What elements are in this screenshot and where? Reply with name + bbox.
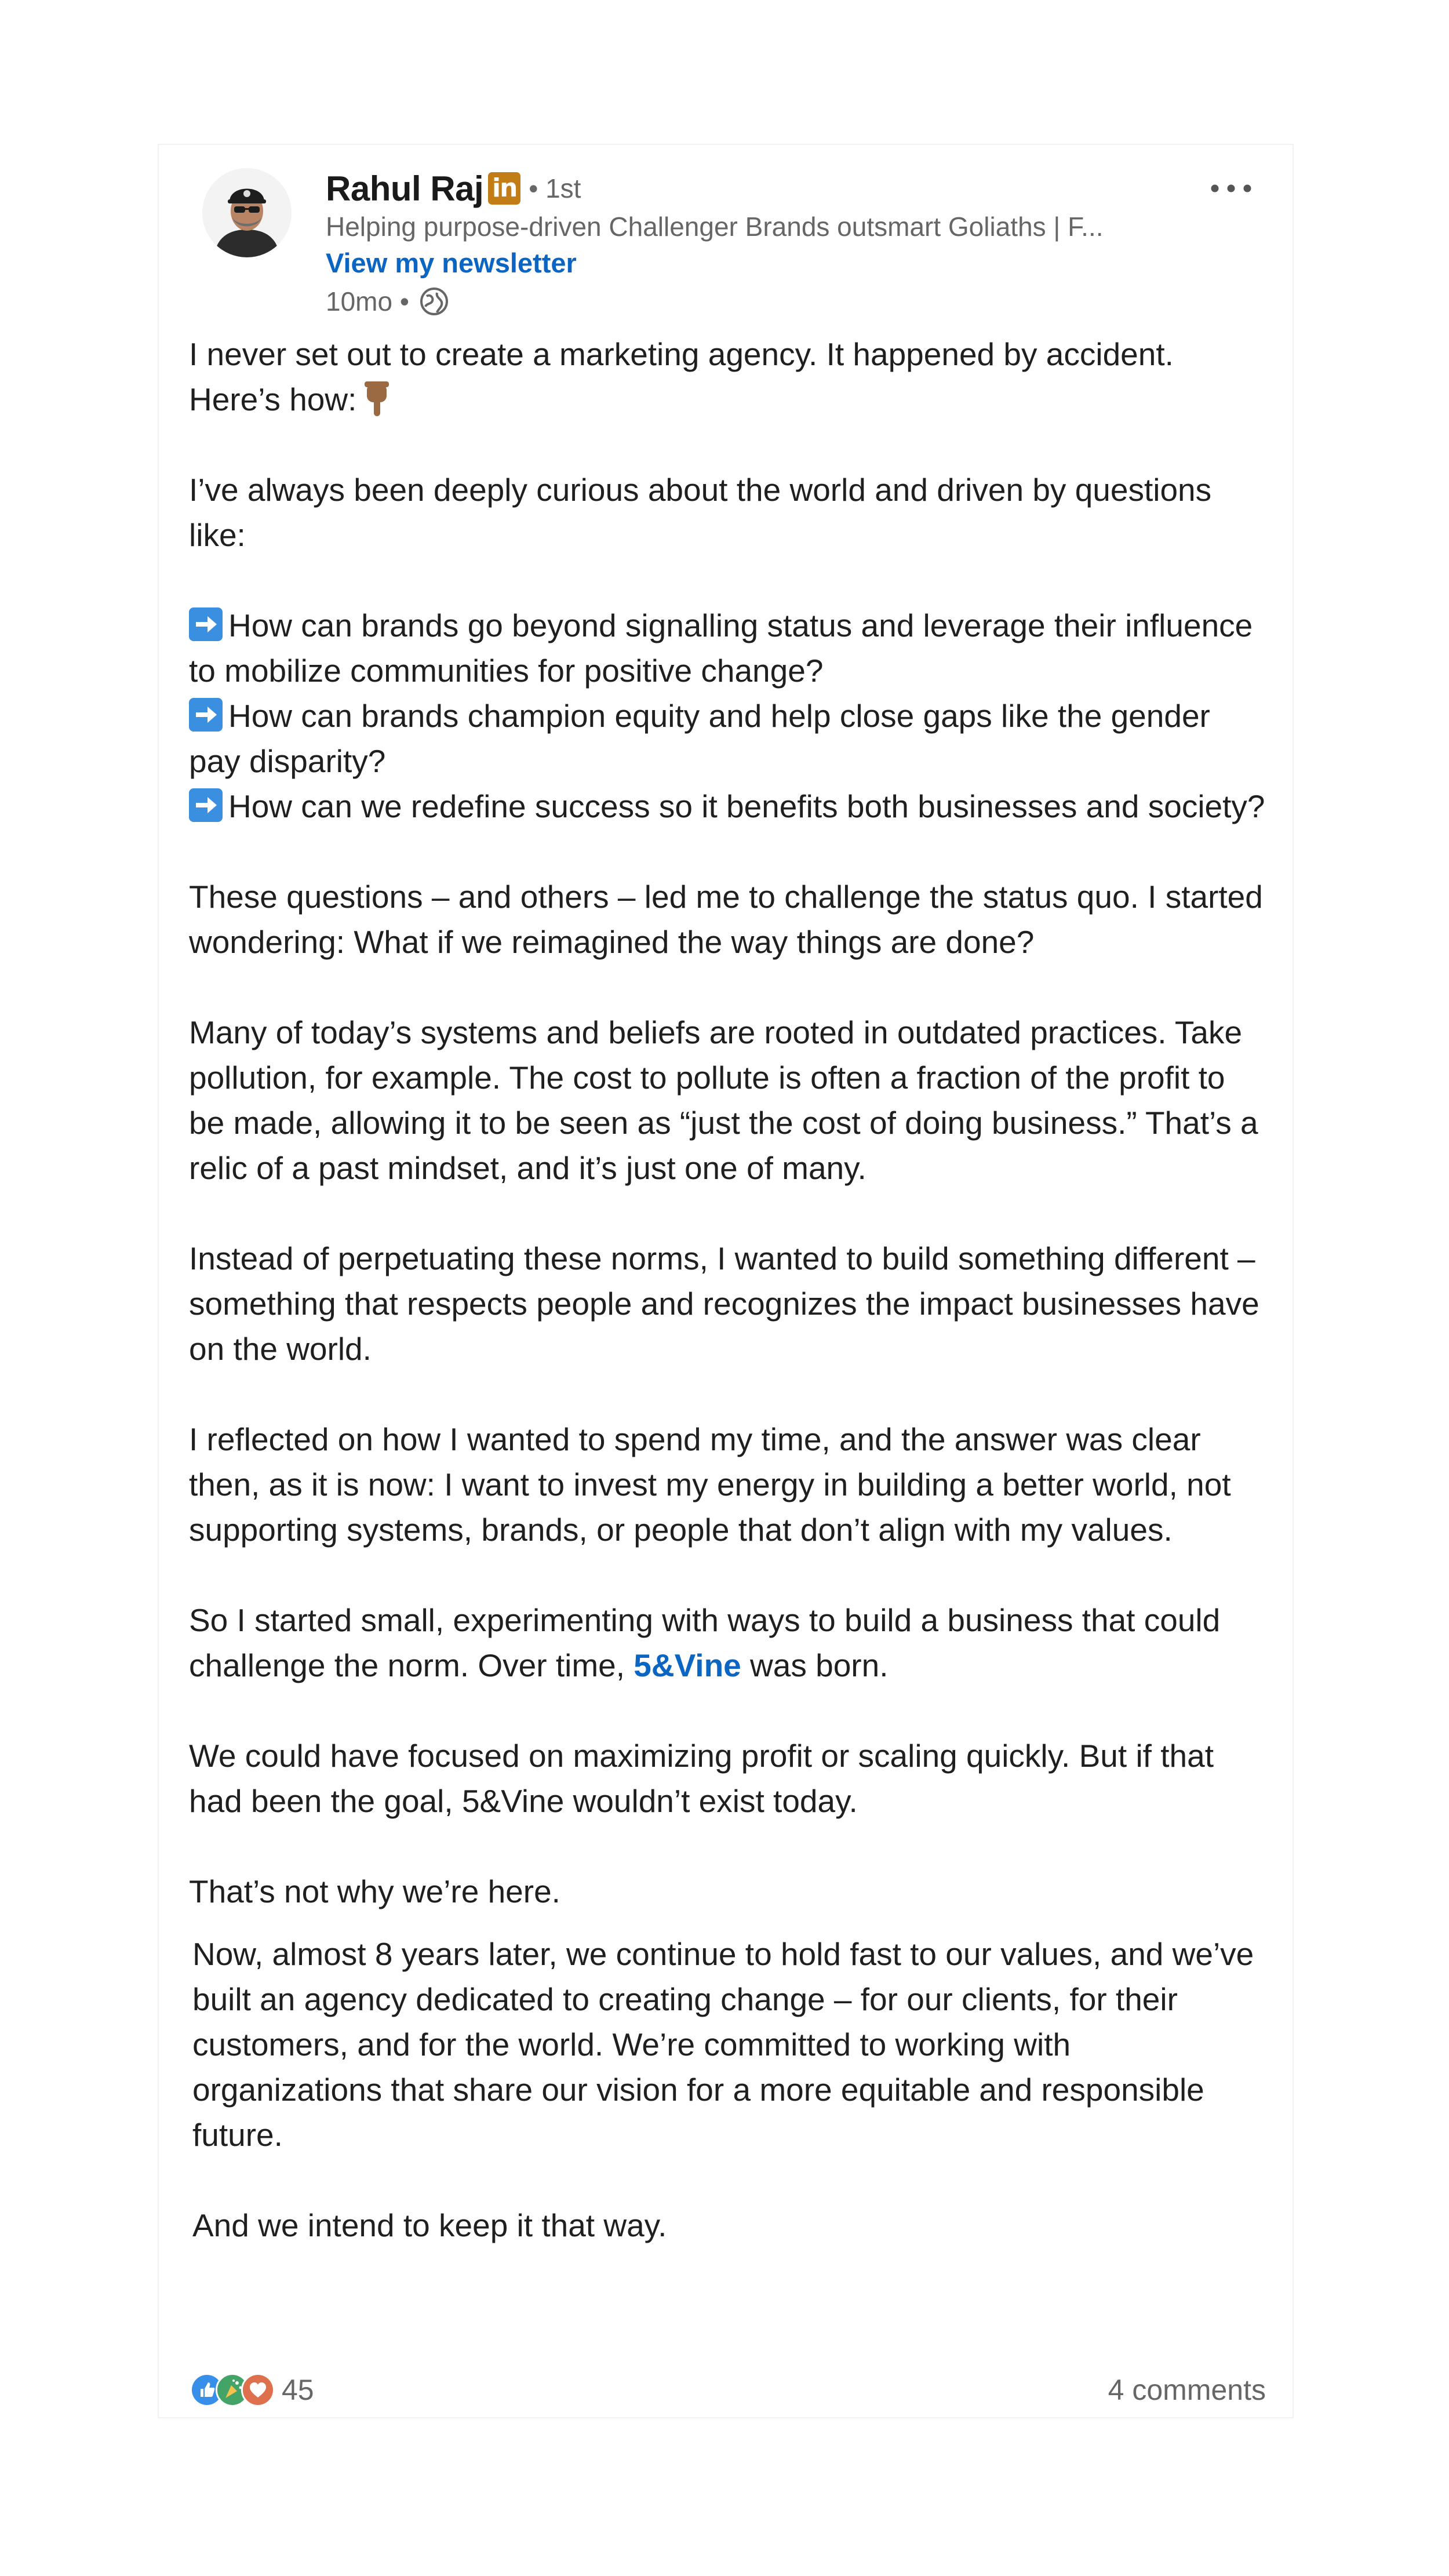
comments-count-link[interactable]: 4 comments xyxy=(1108,2374,1266,2406)
post-paragraph-5: Many of today’s systems and beliefs are rooted in outdated practices. Take pollution, for example. The cost to pollute is often a fraction of the profit to be made, allowing it to be seen as “just the cost of doing business.” That’s a relic of a past mindset, and it’s just one of many. xyxy=(189,1014,1258,1186)
author-name-row xyxy=(326,167,581,210)
social-counts xyxy=(190,2370,1266,2410)
post-time: 10mo • xyxy=(326,286,409,316)
author-headline: Helping purpose-driven Challenger Brands outsmart Goliaths | F... xyxy=(326,212,1104,242)
question-item xyxy=(189,603,1267,693)
post-paragraph-4: These questions – and others – led me to challenge the status quo. I started wondering: What if we reimagined the way things are done? xyxy=(189,879,1263,960)
right-arrow-icon xyxy=(189,607,223,641)
more-options-button[interactable] xyxy=(1202,168,1260,209)
linkedin-premium-badge-icon xyxy=(488,172,520,205)
right-arrow-icon xyxy=(189,698,223,732)
more-horizontal-icon xyxy=(1210,184,1252,193)
post-paragraph-9: We could have focused on maximizing profit or scaling quickly. But if that had been the goal, 5&Vine wouldn’t exist today. xyxy=(189,1738,1214,1819)
post-text-segment: So I started small, experimenting with ways to build a business that could challenge the norm. Over time, xyxy=(189,1602,1221,1683)
post-paragraph-8 xyxy=(189,1598,1267,1688)
question-text: How can we redefine success so it benefits both businesses and society? xyxy=(228,788,1265,824)
post-line: Here’s how: xyxy=(189,381,357,417)
post-questions xyxy=(189,603,1267,829)
post-paragraph-10: That’s not why we’re here. xyxy=(189,1873,560,1909)
pointing-down-hand-icon xyxy=(362,381,391,417)
reactions-summary[interactable] xyxy=(190,2373,314,2407)
post-card xyxy=(158,144,1294,2418)
post-paragraph-6: Instead of perpetuating these norms, I wanted to build something different – something that respects people and recognizes the impact businesses have on the world. xyxy=(189,1240,1259,1367)
question-item xyxy=(189,784,1267,829)
globe-icon xyxy=(418,286,450,317)
author-name[interactable]: Rahul Raj xyxy=(326,169,484,208)
question-item xyxy=(189,693,1267,784)
post-text-segment: was born. xyxy=(741,1647,889,1683)
love-icon xyxy=(241,2373,275,2407)
post-meta xyxy=(326,284,450,319)
post-paragraph-2: I’ve always been deeply curious about the world and driven by questions like: xyxy=(189,472,1212,553)
question-text: How can brands champion equity and help close gaps like the gender pay disparity? xyxy=(189,698,1210,779)
post-text xyxy=(189,332,1267,2293)
view-newsletter-link[interactable]: View my newsletter xyxy=(326,248,577,278)
badge-label: in xyxy=(492,173,517,203)
company-mention-link[interactable]: 5&Vine xyxy=(634,1647,741,1683)
post-paragraph-1 xyxy=(189,332,1267,422)
post-paragraph-11: Now, almost 8 years later, we continue to hold fast to our values, and we’ve built an agency dedicated to creating change – for our clients, for their customers, and for the world. We’re committed to working with organizations that share our vision for a more equitable and responsible future. xyxy=(192,1936,1254,2153)
reaction-count: 45 xyxy=(282,2374,314,2406)
post-paragraph-7: I reflected on how I wanted to spend my time, and the answer was clear then, as it is now: I want to invest my energy in building a better world, not supporting systems, brands, or people that don’t align with my values. xyxy=(189,1421,1231,1548)
post-paragraph-12: And we intend to keep it that way. xyxy=(192,2207,667,2243)
right-arrow-icon xyxy=(189,788,223,822)
connection-degree: • 1st xyxy=(529,173,581,203)
author-avatar[interactable] xyxy=(202,168,292,257)
post-line: I never set out to create a marketing agency. It happened by accident. xyxy=(189,336,1174,372)
question-text: How can brands go beyond signalling status and leverage their influence to mobilize communities for positive change? xyxy=(189,607,1253,689)
